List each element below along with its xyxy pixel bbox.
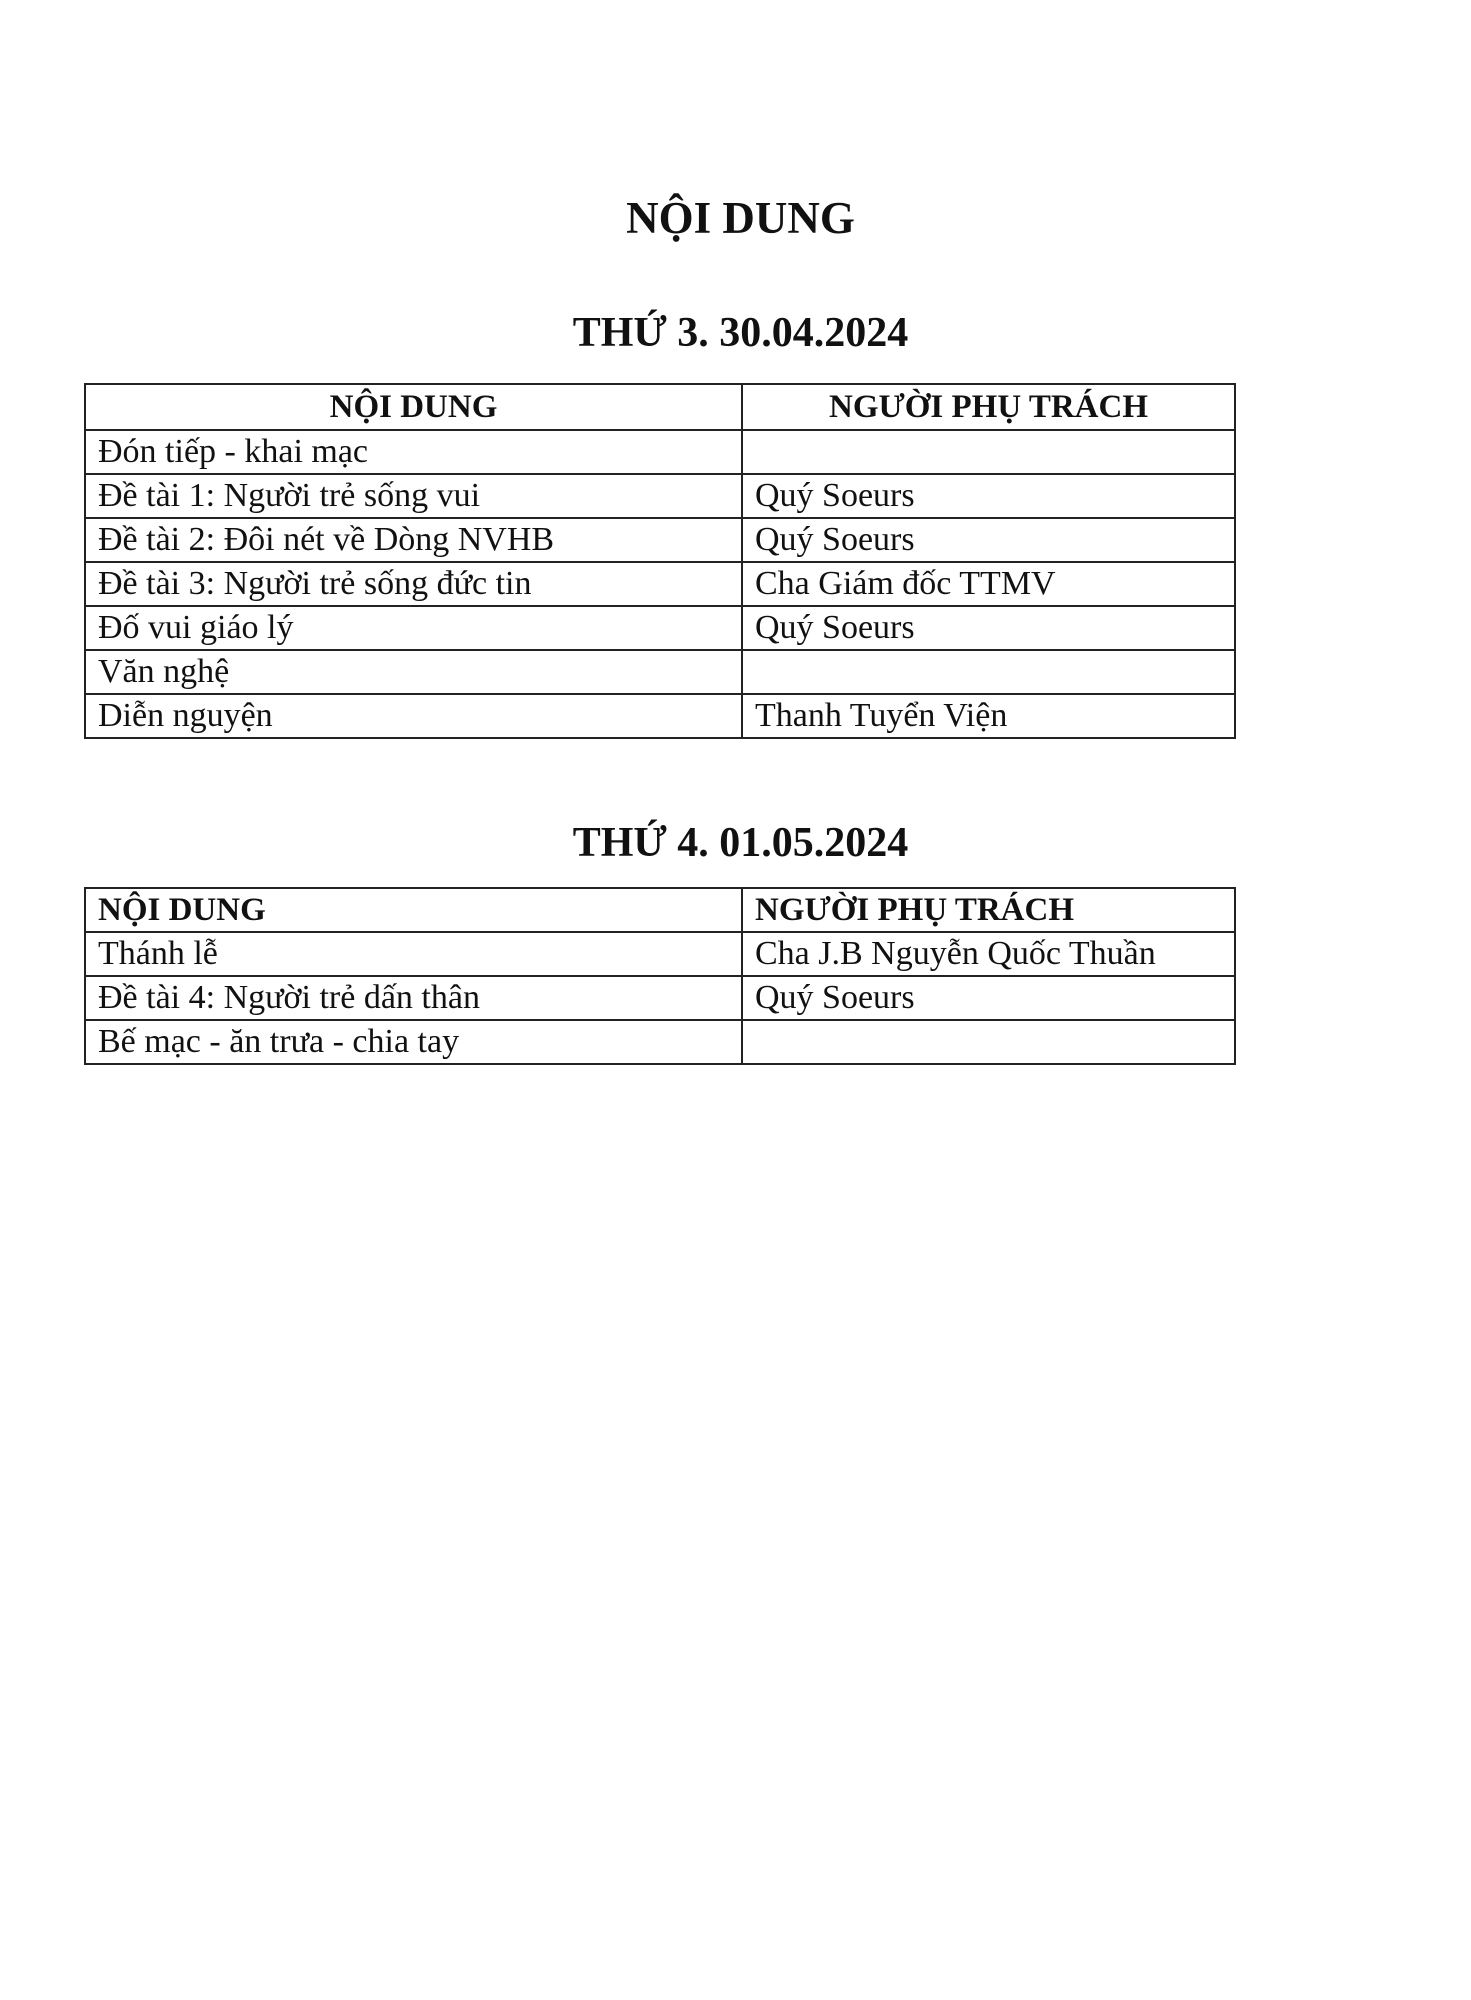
table-row <box>85 1020 1235 1064</box>
content-cell: Đề tài 4: Người trẻ dấn thân <box>85 976 742 1020</box>
person-cell: Quý Soeurs <box>742 976 1235 1020</box>
content-cell: Đề tài 3: Người trẻ sống đức tin <box>85 562 742 606</box>
person-cell: Thanh Tuyển Viện <box>742 694 1235 738</box>
person-cell: Quý Soeurs <box>742 518 1235 562</box>
person-cell <box>742 650 1235 694</box>
table-row <box>85 932 1235 976</box>
person-cell: Cha Giám đốc TTMV <box>742 562 1235 606</box>
page-title: NỘI DUNG <box>626 193 855 243</box>
table-row <box>85 694 1235 738</box>
content-cell: Đố vui giáo lý <box>85 606 742 650</box>
table-row <box>85 976 1235 1020</box>
table-header-row <box>85 888 1235 932</box>
content-cell: Bế mạc - ăn trưa - chia tay <box>85 1020 742 1064</box>
column-header-content: NỘI DUNG <box>85 384 742 430</box>
schedule-table-wednesday <box>84 887 1236 1065</box>
person-cell: Quý Soeurs <box>742 606 1235 650</box>
content-cell: Đề tài 1: Người trẻ sống vui <box>85 474 742 518</box>
table-row <box>85 518 1235 562</box>
day-heading-wednesday: THỨ 4. 01.05.2024 <box>572 820 909 866</box>
table-row <box>85 650 1235 694</box>
content-cell: Văn nghệ <box>85 650 742 694</box>
table-header-row <box>85 384 1235 430</box>
content-cell: Đón tiếp - khai mạc <box>85 430 742 474</box>
column-header-person: NGƯỜI PHỤ TRÁCH <box>742 384 1235 430</box>
person-cell: Cha J.B Nguyễn Quốc Thuần <box>742 932 1235 976</box>
person-cell <box>742 1020 1235 1064</box>
person-cell <box>742 430 1235 474</box>
content-cell: Đề tài 2: Đôi nét về Dòng NVHB <box>85 518 742 562</box>
table-row <box>85 474 1235 518</box>
schedule-table-tuesday <box>84 383 1236 739</box>
column-header-person: NGƯỜI PHỤ TRÁCH <box>742 888 1235 932</box>
content-cell: Diễn nguyện <box>85 694 742 738</box>
column-header-content: NỘI DUNG <box>85 888 742 932</box>
content-cell: Thánh lễ <box>85 932 742 976</box>
table-row <box>85 430 1235 474</box>
day-heading-tuesday: THỨ 3. 30.04.2024 <box>572 310 909 356</box>
table-row <box>85 606 1235 650</box>
table-row <box>85 562 1235 606</box>
person-cell: Quý Soeurs <box>742 474 1235 518</box>
